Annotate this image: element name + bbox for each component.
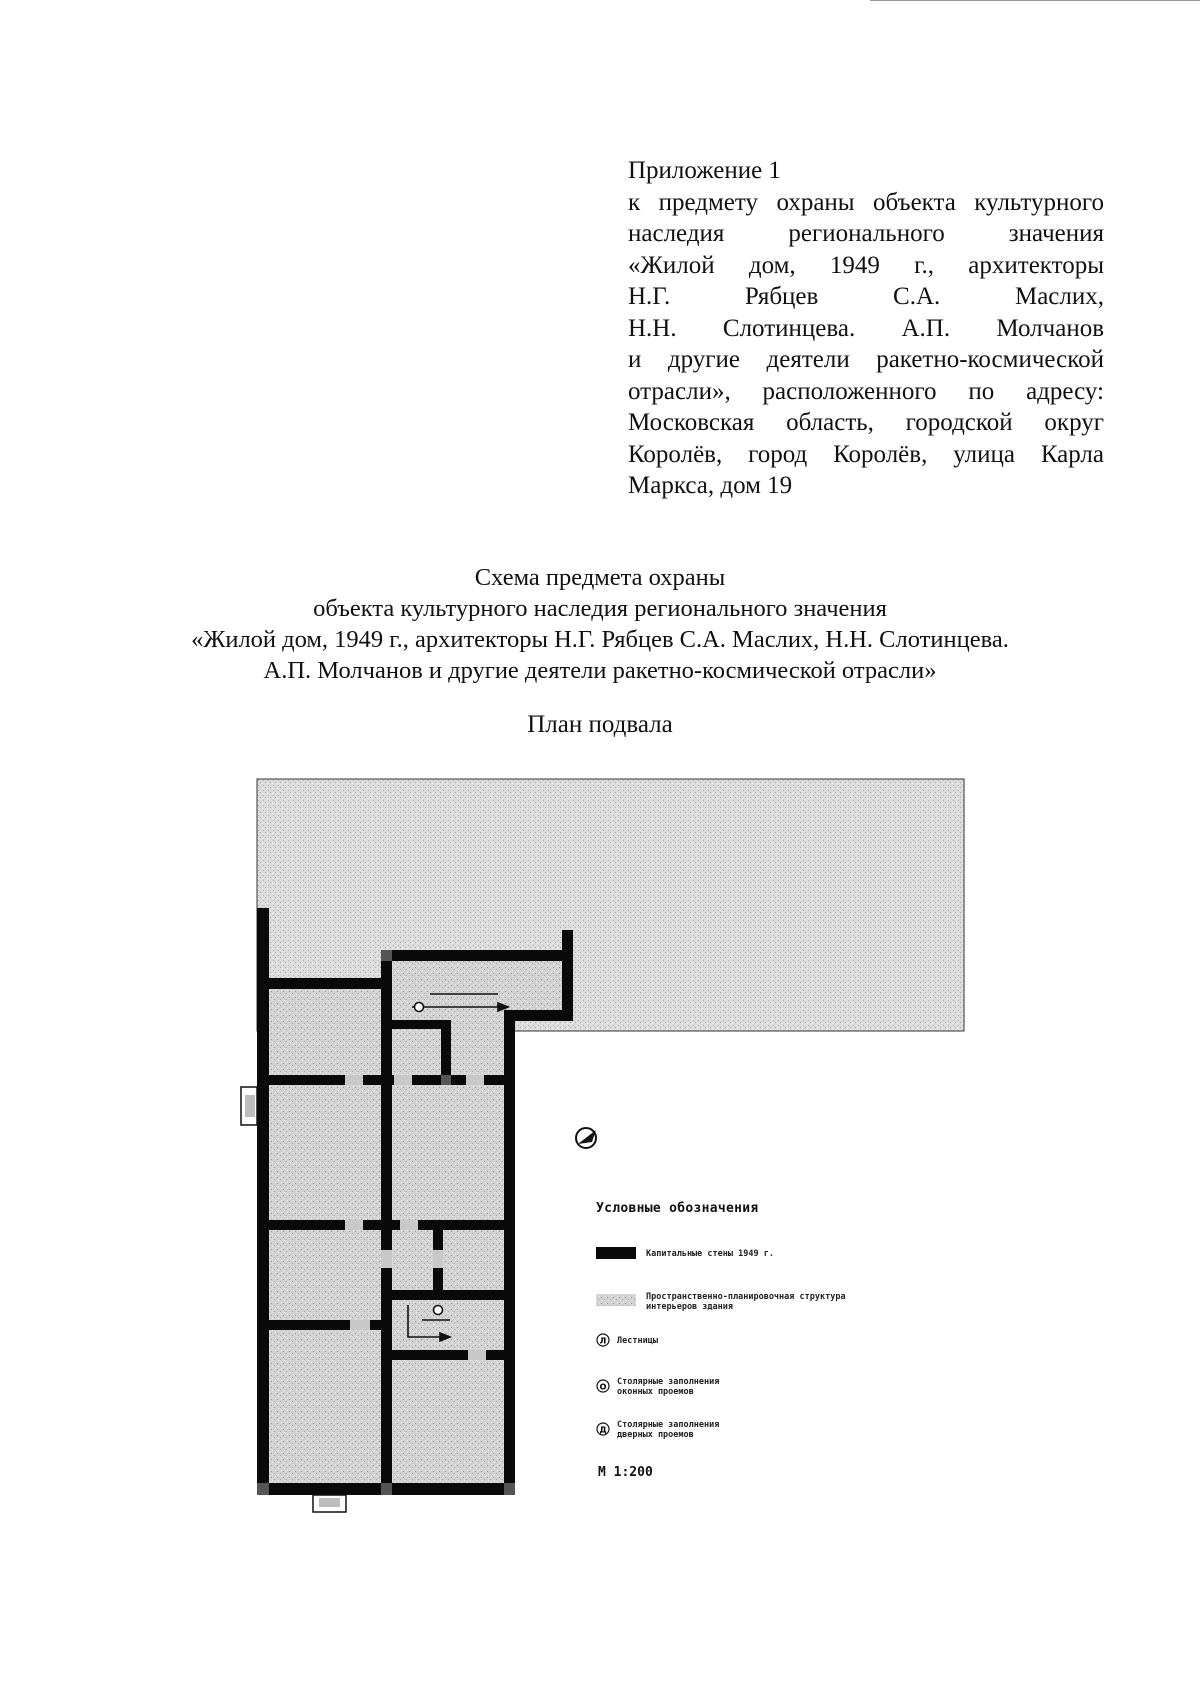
scheme-title-line: А.П. Молчанов и другие деятели ракетно-космической отрасли»: [263, 657, 937, 684]
legend-stairs-symbol: [597, 1334, 609, 1346]
door-opening: [345, 1220, 363, 1230]
legend-stairs-letter: Л: [599, 1336, 607, 1346]
corner-marker: [441, 1075, 451, 1085]
legend-doors-text: Столярные заполнения: [617, 1420, 720, 1430]
door-opening: [381, 1250, 392, 1268]
annex-line: Маркса, дом 19: [628, 472, 793, 499]
annex-line: Н.Г. Рябцев С.А. Маслих,: [628, 283, 1104, 310]
scheme-title-line: Схема предмета охраны: [474, 564, 726, 591]
legend-structure-label: [646, 1292, 846, 1312]
wall: [257, 1320, 392, 1330]
wall: [381, 950, 573, 961]
legend-stairs-label: [617, 1336, 658, 1346]
legend-doors-text: дверных проемов: [617, 1430, 694, 1440]
legend-windows-label: [617, 1377, 719, 1397]
room-fill: [392, 1020, 504, 1495]
wall: [257, 908, 269, 1495]
wall: [381, 1020, 441, 1029]
north-arrow-icon: [576, 1128, 596, 1148]
door-opening: [400, 1220, 418, 1230]
legend-windows-text: Столярные заполнения: [617, 1377, 720, 1387]
annex-line: Московская область, городской округ: [628, 409, 1104, 436]
annex-line: и другие деятели ракетно-космической: [628, 346, 1104, 373]
legend-structure-swatch: [596, 1294, 636, 1306]
wall: [381, 1220, 504, 1230]
door-opening: [468, 1350, 486, 1360]
wall: [257, 1220, 392, 1230]
corner-marker: [381, 1483, 392, 1495]
wall: [257, 978, 392, 989]
legend-stairs-text: Лестницы: [617, 1336, 658, 1346]
wall: [381, 1290, 504, 1300]
annex-line: Королёв, город Королёв, улица Карла: [628, 440, 1104, 468]
legend-structure-text: Пространственно-планировочная структура: [646, 1292, 846, 1302]
wall: [441, 1020, 451, 1075]
door-opening: [433, 1250, 443, 1268]
legend-structure-text: интерьеров здания: [646, 1302, 733, 1312]
plan-subtitle: План подвала: [527, 711, 673, 738]
legend-windows-text: оконных проемов: [617, 1387, 694, 1397]
legend-doors-letter: Д: [599, 1425, 607, 1435]
scheme-title-line: объекта культурного наследия регионального значения: [313, 595, 887, 622]
legend-doors-symbol: [597, 1423, 609, 1435]
side-entrance: [241, 1087, 257, 1125]
corner-marker: [257, 1483, 269, 1495]
legend-title: Условные обозначения: [596, 1201, 759, 1216]
door-opening: [466, 1075, 484, 1085]
annex-line: Приложение 1: [628, 157, 781, 184]
wall: [562, 930, 573, 1020]
legend-walls-swatch: [596, 1247, 636, 1259]
door-opening: [345, 1075, 363, 1085]
wall: [504, 1010, 573, 1021]
legend-windows-symbol: [597, 1380, 609, 1392]
door-opening: [350, 1320, 370, 1330]
annex-line: к предмету охраны объекта культурного: [628, 188, 1104, 216]
scheme-title-line: «Жилой дом, 1949 г., архитекторы Н.Г. Рябцев С.А. Маслих, Н.Н. Слотинцева.: [191, 626, 1009, 653]
corner-marker: [504, 1483, 515, 1495]
wall: [257, 1075, 392, 1085]
scale-label: М 1:200: [598, 1465, 653, 1480]
legend-walls-text: Капитальные стены 1949 г.: [646, 1249, 774, 1259]
annex-line: «Жилой дом, 1949 г., архитекторы: [628, 251, 1104, 279]
annex-line: Н.Н. Слотинцева. А.П. Молчанов: [628, 314, 1104, 342]
door-opening: [394, 1075, 412, 1085]
annex-line: наследия регионального значения: [628, 220, 1104, 247]
legend-doors-label: [617, 1420, 719, 1440]
legend-windows-letter: О: [599, 1382, 607, 1392]
wall: [504, 1020, 515, 1495]
bottom-entrance: [313, 1495, 346, 1512]
legend-walls-label: [646, 1249, 774, 1259]
corner-marker: [381, 950, 392, 961]
annex-line: отрасли», расположенного по адресу:: [628, 377, 1104, 405]
